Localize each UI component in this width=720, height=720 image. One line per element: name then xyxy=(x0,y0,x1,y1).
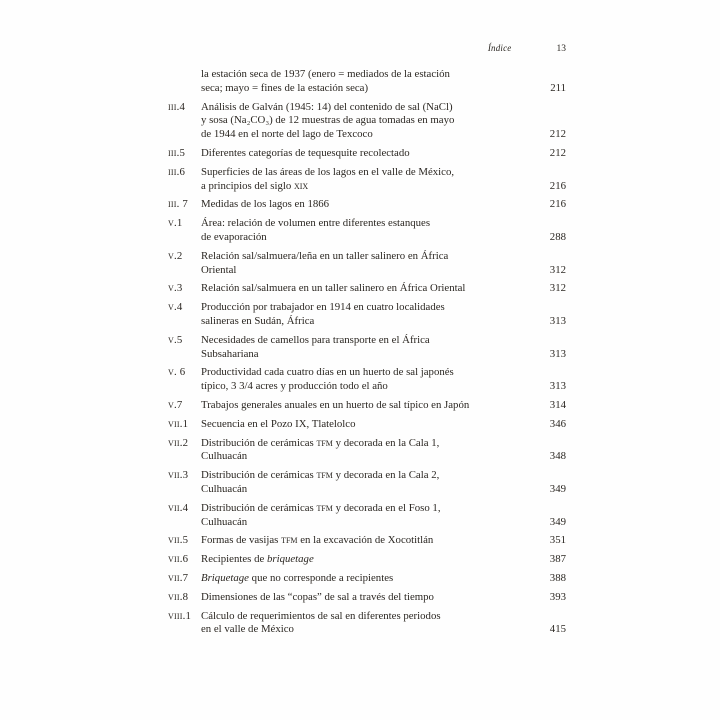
entry-description: Relación sal/salmuera en un taller salinero en África Oriental xyxy=(201,282,466,295)
entry-page-number: 313 xyxy=(549,347,566,360)
entry-label: iii.4 xyxy=(168,100,186,113)
entry-page-number: 216 xyxy=(549,179,566,192)
entry-description: Superficies de las áreas de los lagos en el valle de México, a principios del siglo xix xyxy=(201,165,455,192)
entry-label: v. 6 xyxy=(168,366,186,379)
entry-page-number: 348 xyxy=(549,450,566,463)
entry-page-number: 313 xyxy=(549,314,566,327)
entry-label: vii.2 xyxy=(168,436,189,449)
entry-page-number: 212 xyxy=(549,146,566,159)
toc-entry xyxy=(168,366,566,394)
toc-entry xyxy=(168,198,566,212)
entry-description: Distribución de cerámicas tfm y decorada en la Cala 2, Culhuacán xyxy=(201,469,440,495)
toc-entry xyxy=(168,502,566,530)
toc-entry xyxy=(168,418,566,432)
entry-page-number: 212 xyxy=(549,128,566,141)
entry-description: la estación seca de 1937 (enero = mediados de la estación seca; mayo = fines de la estación seca) xyxy=(201,68,450,94)
toc-entry xyxy=(168,534,566,548)
entry-page-number: 216 xyxy=(549,198,566,211)
entry-label: v.4 xyxy=(168,301,183,314)
entry-page-number: 349 xyxy=(549,515,566,528)
entry-description: Productividad cada cuatro días en un huerto de sal japonés típico, 3 3/4 acres y producción todo el año xyxy=(201,366,454,393)
toc-entry xyxy=(168,282,566,296)
toc-entry xyxy=(168,147,566,161)
entry-description: Producción por trabajador en 1914 en cuatro localidades salineras en Sudán, África xyxy=(201,301,445,327)
toc-entry xyxy=(168,469,566,497)
toc-entry xyxy=(168,68,566,96)
entry-label: vii.8 xyxy=(168,590,189,603)
toc-entry xyxy=(168,553,566,567)
entry-description: Trabajos generales anuales en un huerto de sal típico en Japón xyxy=(201,398,470,411)
entry-label: v.1 xyxy=(168,217,183,230)
entry-page-number: 314 xyxy=(549,398,566,411)
entry-description: Diferentes categorías de tequesquite recolectado xyxy=(201,146,410,159)
entry-label: v.7 xyxy=(168,398,183,411)
entry-description: Secuencia en el Pozo IX, Tlatelolco xyxy=(201,417,356,430)
entry-description: Área: relación de volumen entre diferentes estanques de evaporación xyxy=(201,217,431,243)
entry-description: Distribución de cerámicas tfm y decorada en la Cala 1, Culhuacán xyxy=(201,436,440,463)
entry-label: viii.1 xyxy=(168,609,192,622)
entry-description: Cálculo de requerimientos de sal en diferentes periodos en el valle de México xyxy=(201,609,441,636)
entry-label: vii.3 xyxy=(168,469,189,482)
entry-page-number: 387 xyxy=(549,553,566,566)
toc-entry xyxy=(168,610,566,638)
toc-entries xyxy=(168,68,566,642)
entry-description: Formas de vasijas tfm en la excavación de Xocotitlán xyxy=(201,534,434,547)
entry-page-number: 388 xyxy=(549,571,566,584)
toc-entry xyxy=(168,301,566,329)
entry-description: Análisis de Galván (1945: 14) del contenido de sal (NaCl) y sosa (Na₂CO₃) de 12 muestras de agua tomadas en mayo de 1944 en el norte del lago de Texcoco xyxy=(201,100,455,141)
entry-description: Briquetage que no corresponde a recipientes xyxy=(201,571,394,584)
entry-page-number: 393 xyxy=(549,590,566,603)
toc-entry xyxy=(168,217,566,245)
entry-description: Dimensiones de las “copas” de sal a través del tiempo xyxy=(201,590,434,603)
entry-page-number: 349 xyxy=(549,482,566,495)
entry-label: iii.6 xyxy=(168,165,186,178)
entry-page-number: 211 xyxy=(550,81,566,94)
toc-entry xyxy=(168,399,566,413)
entry-label: iii.5 xyxy=(168,146,186,159)
toc-entry xyxy=(168,250,566,278)
toc-entry xyxy=(168,437,566,465)
page-number: 13 xyxy=(556,44,566,54)
entry-page-number: 312 xyxy=(549,263,566,276)
entry-description: Relación sal/salmuera/leña en un taller salinero en África Oriental xyxy=(201,249,449,276)
entry-page-number: 351 xyxy=(549,534,566,547)
entry-label: iii. 7 xyxy=(168,198,188,211)
entry-page-number: 346 xyxy=(549,417,566,430)
entry-label: vii.6 xyxy=(168,553,189,566)
entry-description: Medidas de los lagos en 1866 xyxy=(201,198,330,211)
entry-label: v.5 xyxy=(168,333,183,346)
entry-description: Recipientes de briquetage xyxy=(201,553,314,566)
entry-label: v.2 xyxy=(168,249,183,262)
entry-label: vii.7 xyxy=(168,571,189,584)
entry-label: v.3 xyxy=(168,282,183,295)
entry-page-number: 288 xyxy=(549,230,566,243)
toc-entry xyxy=(168,101,566,142)
entry-description: Distribución de cerámicas tfm y decorada en el Foso 1, Culhuacán xyxy=(201,501,441,528)
toc-entry xyxy=(168,166,566,194)
toc-entry xyxy=(168,572,566,586)
page-header xyxy=(168,43,566,54)
running-head: Índice xyxy=(487,43,512,53)
entry-page-number: 313 xyxy=(549,380,566,393)
entry-description: Necesidades de camellos para transporte en el África Subsahariana xyxy=(201,333,430,360)
toc-entry xyxy=(168,591,566,605)
entry-page-number: 312 xyxy=(549,282,566,295)
toc-entry xyxy=(168,334,566,362)
entry-label: vii.1 xyxy=(168,417,189,430)
entry-page-number: 415 xyxy=(549,623,566,636)
entry-label: vii.5 xyxy=(168,534,189,547)
entry-label: vii.4 xyxy=(168,501,189,514)
